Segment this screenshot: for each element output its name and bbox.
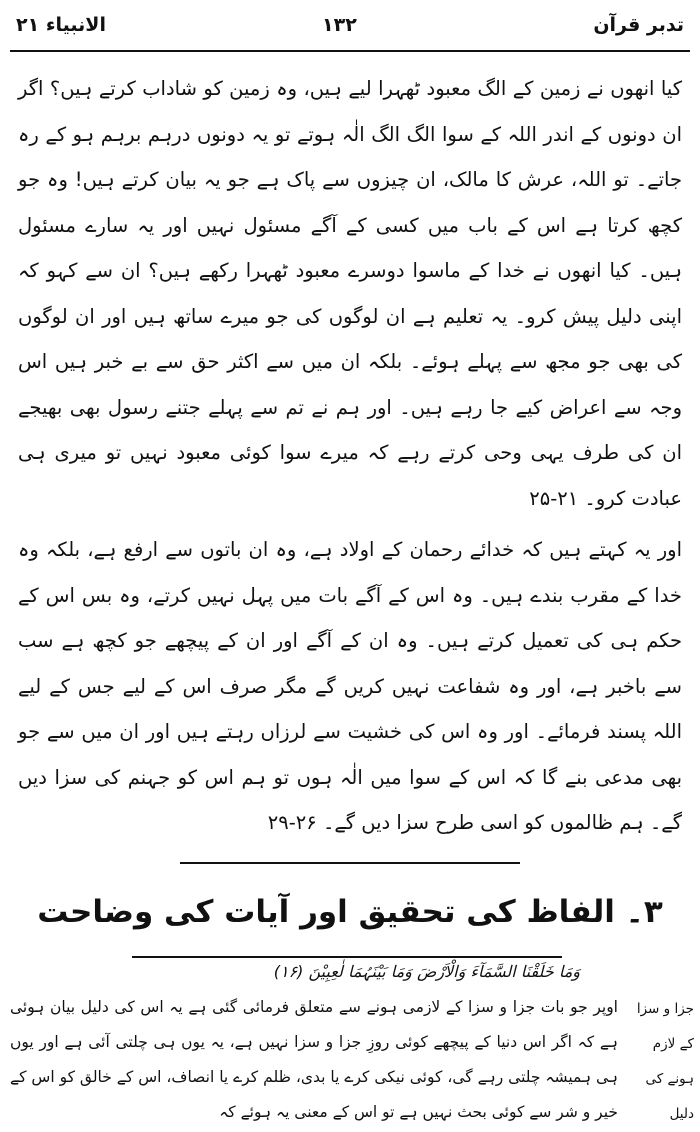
surah-name: الانبیاء ۲۱ xyxy=(16,14,106,36)
commentary-text: اوپر جو بات جزا و سزا کے لازمی ہونے سے متعلق فرمائی گئی ہے یہ اس کی دلیل بیان ہوئی ہے کہ اگر اس دنیا کے پیچھے کوئی روزِ جزا و سزا نہیں ہے، یہ یوں ہی چلتی آئی ہے اور یوں ہی ہمیشہ چلتی رہے گی، کوئی نیکی کرے یا بدی، ظلم کرے یا انصاف، اس کے خالق کو اس کے خیر و شر سے کوئی بحث نہیں ہے تو اس کے معنی یہ ہوئے کہ xyxy=(10,998,618,1121)
paragraph: کیا انھوں نے زمین کے الگ معبود ٹھہرا لیے ہیں، وہ زمین کو شاداب کرتے ہیں؟ اگر ان دونوں کے اندر اللہ کے سوا الگ الگ الٰہ ہوتے تو یہ دونوں درہم برہم ہو کے رہ جاتے۔ تو اللہ، عرش کا مالک، ان چیزوں سے پاک ہے جو یہ بیان کرتے ہیں! وہ جو کچھ کرتا ہے اس کے باب میں کسی کے آگے مسئول نہیں اور یہ سارے مسئول ہیں۔ کیا انھوں نے خدا کے ماسوا دوسرے معبود ٹھہرا رکھے ہیں؟ ان سے کہو کہ اپنی دلیل پیش کرو۔ یہ تعلیم ہے ان لوگوں کی جو میرے ساتھ ہیں اور ان لوگوں کی بھی جو مجھ سے پہلے ہوئے۔ بلکہ ان میں سے اکثر حق سے بے خبر ہیں اس وجہ سے اعراض کیے جا رہے ہیں۔ اور ہم نے تم سے پہلے جتنے رسول بھی بھیجے ان کی طرف یہی وحی کرتے رہے کہ میرے سوا کوئی معبود نہیں تو میری ہی عبادت کرو۔ ۲۱-۲۵ xyxy=(18,77,682,510)
page-header xyxy=(0,14,700,46)
margin-note: جزا و سزا کے لازم ہونے کی دلیل xyxy=(636,1001,694,1122)
page-number: ١٣٢ xyxy=(322,14,357,36)
translation-text xyxy=(18,66,682,846)
book-title: تدبر قرآن xyxy=(593,14,684,36)
section-heading: ۳۔ الفاظ کی تحقیق اور آیات کی وضاحت xyxy=(37,894,663,930)
section-divider xyxy=(180,862,520,864)
header-rule xyxy=(10,50,690,52)
heading-underline xyxy=(132,956,562,958)
paragraph: اور یہ کہتے ہیں کہ خدائے رحمان کے اولاد ہے، وہ ان باتوں سے ارفع ہے، بلکہ وہ خدا کے مقرب بندے ہیں۔ وہ اس کے آگے بات میں پہل نہیں کرتے، وہ بس اس کے حکم ہی کی تعمیل کرتے ہیں۔ وہ ان کے آگے اور ان کے پیچھے جو کچھ ہے سب سے باخبر ہے، اور وہ شفاعت نہیں کریں گے مگر صرف اس کے لیے جس کے لیے اللہ پسند فرمائے۔ اور وہ اس کی خشیت سے لرزاں رہتے ہیں اور ان میں سے جو بھی مدعی بنے گا کہ اس کے سوا میں الٰہ ہوں تو ہم اس کو جہنم کی سزا دیں گے۔ ہم ظالموں کو اسی طرح سزا دیں گے۔ ۲۶-۲۹ xyxy=(18,538,682,834)
quoted-verse: وَمَا خَلَقْنَا السَّمَآءَ وَالْاَرْضَ وَمَا بَیْنَہُمَا لٰعِبِیْنَ (۱۶) xyxy=(273,962,580,981)
